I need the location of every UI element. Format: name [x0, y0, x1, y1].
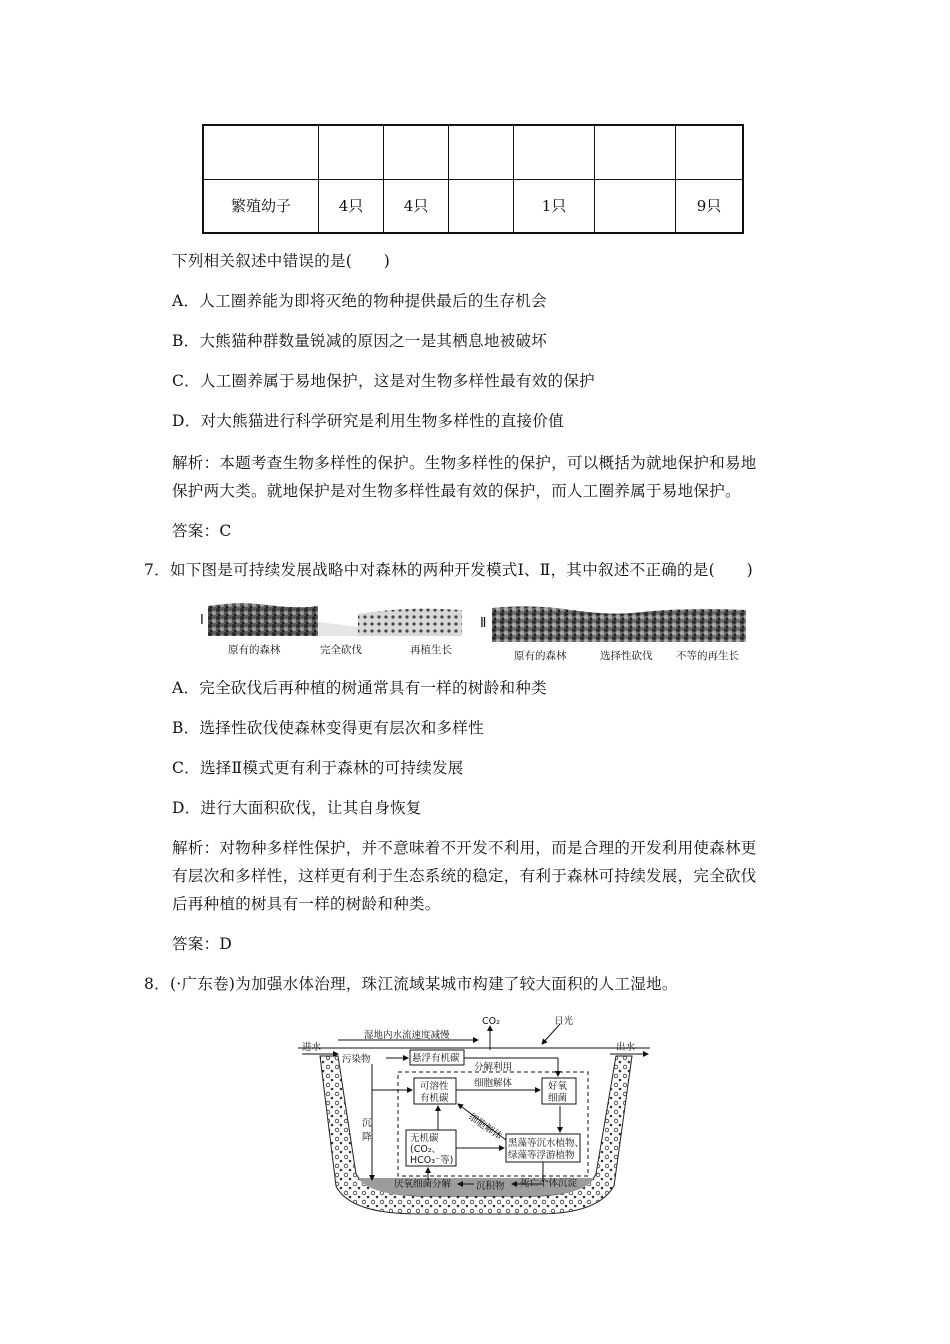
forest-mode-1-figure [198, 600, 464, 662]
table-cell [203, 125, 319, 179]
q7-stem: 7．如下图是可持续发展战略中对森林的两种开发模式Ⅰ、Ⅱ，其中叙述不正确的是( ) [144, 561, 753, 579]
q7-option-d: D．进行大面积砍伐，让其自身恢复 [172, 799, 422, 817]
figure-label-1: Ⅰ [200, 613, 204, 628]
settle-label-1: 沉 [362, 1118, 372, 1129]
soluble-carbon-label-1: 可溶性 [420, 1081, 449, 1092]
inorganic-carbon-label-2: (CO₂、 [410, 1144, 442, 1155]
forest-mode-2-figure [480, 604, 752, 664]
q6-answer: 答案：C [172, 522, 232, 540]
table-cell [319, 125, 384, 179]
fig2-caption-regrowth: 不等的再生长 [676, 650, 739, 662]
table-cell [595, 179, 676, 233]
anaerobic-label: 厌氧细菌分解 [394, 1179, 452, 1190]
q6-option-c: C．人工圈养属于易地保护，这是对生物多样性最有效的保护 [172, 372, 595, 390]
aerobic-bacteria-label-1: 好氧 [548, 1081, 568, 1092]
inorganic-carbon-label-1: 无机碳 [410, 1133, 439, 1144]
q6-analysis-line2: 保护两大类。就地保护是对生物多样性最有效的保护，而人工圈养属于易地保护。 [172, 482, 741, 500]
decompose-label: 分解利用 [474, 1062, 513, 1073]
plants-label-1: 黑藻等沉水植物、 [508, 1138, 585, 1149]
q6-option-a: A．人工圈养能为即将灭绝的物种提供最后的生存机会 [172, 292, 547, 310]
pollutant-label: 污染物 [342, 1054, 371, 1065]
q7-option-a: A．完全砍伐后再种植的树通常具有一样的树龄和种类 [172, 679, 547, 697]
wetland-carbon-diagram [298, 1010, 650, 1216]
q8-stem: 8．(·广东卷)为加强水体治理，珠江流域某城市构建了较大面积的人工湿地。 [144, 975, 678, 993]
table-cell: 4只 [384, 179, 449, 233]
q6-option-b: B．大熊猫种群数量锐减的原因之一是其栖息地被破坏 [172, 332, 548, 350]
table-cell [449, 179, 514, 233]
q7-analysis-line3: 后再种植的树具有一样的树龄和种类。 [172, 895, 441, 913]
figure-label-2: Ⅱ [480, 616, 487, 631]
cell-lysate-label: 细胞解体 [474, 1078, 513, 1089]
suspended-carbon-label: 悬浮有机碳 [412, 1053, 460, 1064]
dead-settle-label: 死亡个体沉淀 [520, 1178, 578, 1189]
table-cell [384, 125, 449, 179]
cell-lysate-label-2: 细胞解体 [466, 1111, 504, 1143]
q7-option-b: B．选择性砍伐使森林变得更有层次和多样性 [172, 719, 484, 737]
q6-analysis-line1: 解析：本题考查生物多样性的保护。生物多样性的保护，可以概括为就地保护和易地 [172, 454, 757, 472]
sunlight-label: 日光 [554, 1016, 574, 1027]
table-cell [449, 125, 514, 179]
table-cell: 4只 [319, 179, 384, 233]
q6-stem: 下列相关叙述中错误的是( ) [172, 252, 391, 270]
table-cell: 1只 [514, 179, 595, 233]
table-row-header: 繁殖幼子 [203, 179, 319, 233]
fig2-caption-original: 原有的森林 [514, 650, 567, 662]
fig1-caption-clearcut: 完全砍伐 [320, 644, 362, 656]
forest-clearcut-illustration [208, 600, 464, 640]
fig2-caption-selective: 选择性砍伐 [600, 650, 653, 662]
table-cell [514, 125, 595, 179]
table-cell [676, 125, 744, 179]
inlet-label: 进水 [302, 1042, 322, 1053]
flow-label: 湿地内水流速度减慢 [364, 1030, 450, 1041]
inorganic-carbon-label-3: HCO₃⁻等) [410, 1155, 454, 1166]
co2-label: CO₂ [482, 1016, 500, 1027]
table-cell [595, 125, 676, 179]
settle-label-2: 降 [362, 1132, 372, 1143]
q7-option-c: C．选择Ⅱ模式更有利于森林的可持续发展 [172, 759, 464, 777]
table-cell: 9只 [676, 179, 744, 233]
sediment-label: 沉积物 [476, 1181, 505, 1192]
fig1-caption-original: 原有的森林 [228, 644, 281, 656]
aerobic-bacteria-label-2: 细菌 [548, 1093, 568, 1104]
fig1-caption-replant: 再植生长 [410, 644, 452, 656]
outlet-label: 出水 [616, 1042, 636, 1053]
q6-option-d: D．对大熊猫进行科学研究是利用生物多样性的直接价值 [172, 412, 564, 430]
forest-selective-illustration [492, 604, 748, 644]
q7-analysis-line2: 有层次和多样性，这样更有利于生态系统的稳定，有利于森林可持续发展，完全砍伐 [172, 867, 757, 885]
breeding-table [202, 124, 744, 234]
q7-analysis-line1: 解析：对物种多样性保护，并不意味着不开发不利用，而是合理的开发利用使森林更 [172, 839, 757, 857]
plants-label-2: 绿藻等浮游植物 [508, 1150, 575, 1161]
q7-answer: 答案：D [172, 935, 233, 953]
soluble-carbon-label-2: 有机碳 [420, 1093, 449, 1104]
